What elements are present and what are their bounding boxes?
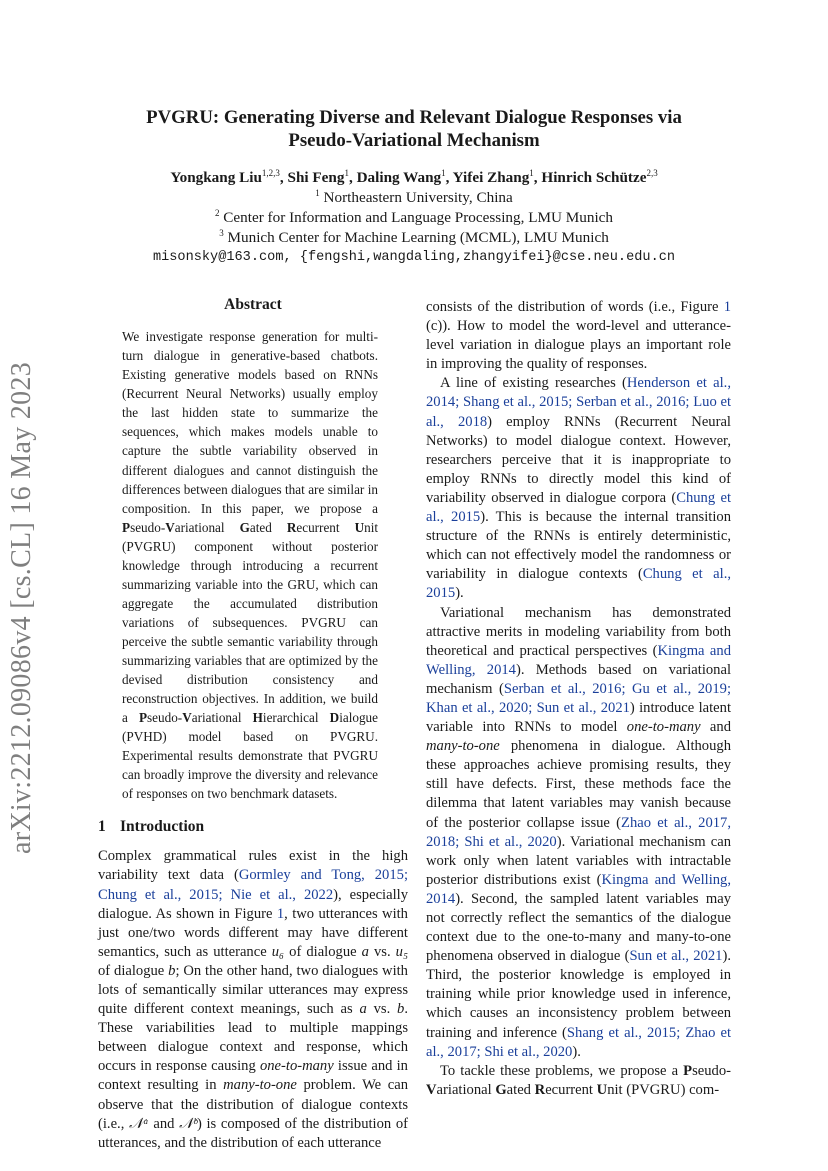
intro-paragraph-2: A line of existing researches (Henderson et al., 2014; Shang et al., 2015; Serban et al., 2016; Luo et al., 2018) employ RNNs (Recurrent Neural Networks) to model dialogue context. However, researchers perceive that it is inappropriate to employ RNNs to directly model this kind of variability observed in dialogue corpora (Chung et al., 2015). This is because the internal transition structure of the RNNs is entirely deterministic, which can not effectively model the randomness or variability in dialogue contexts (Chung et al., 2015).: [426, 375, 732, 602]
citation-link[interactable]: Chung et al., 2015: [426, 489, 731, 526]
citation-link[interactable]: Khan et al., 2020: [426, 699, 529, 716]
author-name: Daling Wang: [356, 169, 442, 186]
abstract-heading: Abstract: [224, 296, 282, 313]
author-name: Yifei Zhang: [452, 169, 530, 186]
figure-link[interactable]: 1: [723, 299, 731, 315]
citation-link[interactable]: 2018: [426, 833, 456, 850]
citation-link[interactable]: Nie et al., 2022: [230, 886, 334, 903]
title-line-2: Pseudo-Variational Mechanism: [288, 130, 540, 151]
author-block: [90, 168, 738, 268]
author-name: Hinrich Schütze: [541, 169, 647, 186]
author-affiliation-sup: 1,2,3: [261, 168, 280, 178]
citation-link[interactable]: Sun et al., 2021: [536, 699, 630, 716]
author-affiliation-sup: 1: [441, 168, 446, 178]
intro-paragraph-4: To tackle these problems, we propose a Pseudo-Variational Gated Recurrent Unit (PVGRU) com-: [426, 1062, 731, 1098]
citation-link[interactable]: Kingma and Welling, 2014: [426, 642, 731, 678]
arxiv-identifier: arXiv:2212.09086v4 [cs.CL] 16 May 2023: [6, 362, 37, 855]
affiliation-3: $^3$ Munich Center for Machine Learning (MCML), LMU Munich: [219, 228, 609, 246]
paper-title: [90, 106, 738, 152]
citation-link[interactable]: Shang et al., 2015: [463, 394, 569, 411]
citation-link[interactable]: Shang et al., 2015: [566, 1024, 677, 1041]
title-line-1: PVGRU: Generating Diverse and Relevant Dialogue Responses via: [146, 107, 682, 128]
citation-link[interactable]: Serban et al., 2016: [503, 680, 622, 697]
intro-paragraph-1-continued: consists of the distribution of words (i.e., Figure 1 (c)). How to model the word-level and utterance-level variation in dialogue plays an important role in improving the quality of responses.: [426, 299, 731, 373]
intro-paragraph-1: Complex grammatical rules exist in the high variability text data (Gormley and Tong, 2015; Chung et al., 2015; Nie et al., 2022), especially dialogue. As shown in Figure 1, two utterances with just one/two words different may have different semantics, such as utterance u₆ of dialogue a vs. u₅ of dialogue b; On the other hand, two dialogues with lots of semantically similar utterances may express quite different context meanings, such as a vs. b. These variabilities lead to multiple mappings between dialogue context and response, which occurs in response causing one-to-many issue and in context resulting in many-to-one problem. We can observe that the distribution of dialogue contexts (i.e., 𝒩ᵃ and 𝒩ᵇ) is composed of the distribution of utterances, and the distribution of each utterance: [98, 848, 409, 1151]
author-emails: misonsky@163.com, {fengshi,wangdaling,zhangyifei}@cse.neu.edu.cn: [152, 250, 676, 265]
citation-link[interactable]: Zhao et al., 2017: [426, 1024, 732, 1060]
citation-link[interactable]: Luo et al., 2018: [426, 394, 732, 430]
citation-link[interactable]: Shi et al., 2020: [464, 833, 557, 850]
citation-link[interactable]: Kingma and Welling, 2014: [426, 871, 731, 907]
citation-link[interactable]: Chung et al., 2015: [426, 566, 731, 602]
abstract-text: We investigate response generation for multi-turn dialogue in generative-based chatbots. Existing generative models based on RNNs (Recurrent Neural Networks) usually employ the last hidden state to summarize the sequences, which makes models unable to capture the subtle variability observed in different dialogues and cannot distinguish the differences between dialogues that are similar in composition. In this paper, we propose a Pseudo-Variational Gated Recurrent Unit (PVGRU) component without posterior knowledge through introducing a recurrent summarizing variable into the GRU, which can aggregate the accumulated distribution variations of subsequences. PVGRU can perceive the subtle semantic variability through summarizing variables that are optimized by the devised distribution consistency and reconstruction objectives. In addition, we build a Pseudo-Variational Hierarchical Dialogue (PVHD) model based on PVGRU. Experimental results demonstrate that PVGRU can broadly improve the diversity and relevance of responses on two benchmark datasets.: [122, 329, 379, 802]
author-names: Yongkang Liu$^{1,2,3}$, Shi Feng$^1$, Daling Wang$^1$, Yifei Zhang$^1$, Hinrich Schütze$^{2,3}$: [170, 168, 658, 186]
right-column: [426, 298, 731, 1100]
citation-link[interactable]: Zhao et al., 2017: [621, 814, 728, 831]
author-name: Shi Feng: [287, 169, 345, 186]
affiliation-2: $^2$ Center for Information and Language Processing, LMU Munich: [214, 208, 613, 226]
section-heading-introduction: 1 Introduction: [98, 818, 205, 836]
citation-link[interactable]: Gormley and Tong, 2015: [238, 867, 404, 884]
citation-link[interactable]: Sun et al., 2021: [629, 948, 723, 965]
citation-link[interactable]: Shi et al., 2020: [484, 1043, 573, 1060]
author-affiliation-sup: 2,3: [646, 168, 658, 178]
citation-link[interactable]: Chung et al., 2015: [98, 886, 219, 903]
figure-link[interactable]: 1: [276, 905, 285, 922]
citation-link[interactable]: Henderson et al., 2014: [426, 375, 731, 411]
citation-link[interactable]: Serban et al., 2016: [576, 394, 686, 411]
affiliation-1: $^1$ Northeastern University, China: [315, 188, 513, 206]
author-name: Yongkang Liu: [170, 169, 262, 186]
intro-paragraph-3: Variational mechanism has demonstrated attractive merits in modeling variability from both theoretical and practical perspectives (Kingma and Welling, 2014). Methods based on variational mechanism (Serban et al., 2016; Gu et al., 2019; Khan et al., 2020; Sun et al., 2021) introduce latent variable into RNNs to model one-to-many and many-to-one phenomena in dialogue. Although these approaches achieve promising results, they still have defects. First, these methods face the dilemma that latent variables may vanish because of the posterior collapse issue (Zhao et al., 2017, 2018; Shi et al., 2020). Variational mechanism can work only when latent variables with intractable posterior distributions exist (Kingma and Welling, 2014). Second, the sampled latent variables may not correctly reflect the semantics of the dialogue context due to the one-to-many and many-to-one phenomena observed in dialogue (Sun et al., 2021). Third, the posterior knowledge is employed in training while prior knowledge used in inference, which causes an inconsistency problem between training and inference (Shang et al., 2015; Zhao et al., 2017; Shi et al., 2020).: [426, 604, 732, 1060]
left-column: [98, 296, 408, 1153]
citation-link[interactable]: Gu et al., 2019: [632, 680, 727, 697]
author-affiliation-sup: 1: [529, 168, 534, 178]
author-affiliation-sup: 1: [344, 168, 349, 178]
